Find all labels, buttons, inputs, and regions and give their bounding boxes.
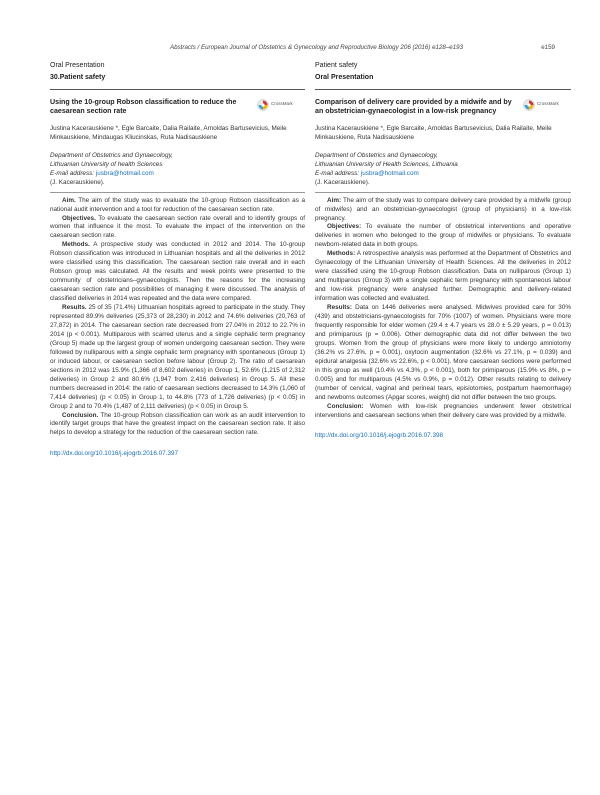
paragraph-aim: [315, 197, 571, 224]
paragraph-aim: [50, 197, 305, 215]
para-text: A prospective study was conducted in 2012 and 2014. The 10-group Robson classification was introduced in Lithuanian hospitals and all the deliveries in 2012 were classified using this classification. The caesarean section rate overall and in each Robson group was calculated. All the results and week points were presented to the community of obstetricians–gynaecologists. Then the reasons for the increasing caesarean section rate and possibilities of managing it were discussed. The analysis of classified deliveries in 2014 was repeated and the data were compared.: [50, 241, 305, 303]
email-owner: (J. Kacerauskiene).: [315, 178, 370, 186]
paragraph-conclusion: [50, 412, 305, 439]
left-column: [50, 62, 305, 459]
email-label: E-mail address:: [315, 169, 360, 177]
crossmark-icon: [523, 99, 535, 111]
para-label: Objectives.: [62, 214, 96, 222]
para-text: To evaluate the caesarean section rate overall and to identify groups of women that influence it the most. To evaluate the impact of the intervention on the caesarean section rate.: [50, 214, 305, 240]
para-label: Methods:: [327, 250, 356, 258]
para-text: 25 of 35 (71.4%) Lithuanian hospitals agreed to participate in the study. They represented 89.9% deliveries (25,373 of 28,230) in 2012 and 74.6% deliveries (20,763 of 27,872) in 2014. The caesarean section rate decreased from 27.04% in 2012 to 22.7% in 2014 (p < 0.001). Multiparous with scarred uterus and a single cephalic term pregnancy (Group 5) made up the largest group of women undergoing caesarean section. They were followed by nulliparous with a single cephalic term pregnancy with spontaneous (Group 1) or induced labour, or caesarean section before labour (Group 2). The ratio of caesarean sections in 2012 was 15.9% (1,366 of 8,602 deliveries) in Group 1, 52.6% (1,215 of 2,312 deliveries) in Group 2 and 80.6% (1,947 from 2,416 deliveries) in Group 5. All these numbers decreased in 2014: the ratio of caesarean sections decreased to 14.3% (1,060 of 7,414 deliveries) (p < 0.05) in Group 1, to 44.8% (773 of 1,726 deliveries) (p < 0.05) in Group 2 and to 70.4% (1,487 of 2,111 deliveries) (p < 0.05) in Group 5.: [50, 304, 306, 410]
affiliation: [315, 152, 571, 179]
affiliation: [50, 152, 305, 179]
para-text: A retrospective analysis was performed at the Department of Obstetrics and Gynaecology of the Lithuanian University of Health Sciences. All the deliveries in 2012 were classified using the 10-group Robson classification. Data on nulliparous (Group 1) and multiparous (Group 3) with a single cephalic term pregnancy with spontaneous labour and low-risk pregnancy were analysed further. Demographic and delivery-related information was collected and evaluated.: [315, 250, 571, 303]
affiliation-dept: Department of Obstetrics and Gynaecology,: [315, 151, 438, 159]
divider: [315, 192, 571, 193]
para-text: The aim of the study was to evaluate the 10-group Robson classification as a national audit intervention and a tool for reduction of the caesarean section rate.: [50, 196, 305, 213]
author-list: Justina Kacerauskiene *, Egle Barcaite, Arnoldas Bartusevicius, Dalia Railaite, Meile Minkauskiene, Ruta Nadisauskiene: [315, 124, 552, 141]
para-label: Results.: [62, 304, 87, 312]
affiliation-dept: Department of Obstetrics and Gynaecology,: [50, 151, 173, 159]
right-column: [315, 62, 571, 441]
affiliation-univ: Lithuanian University of Health Sciences, Lithuania: [315, 160, 458, 168]
para-label: Aim:: [327, 196, 342, 204]
email-line: [315, 170, 571, 179]
para-label: Methods.: [62, 241, 90, 249]
title-row: [50, 98, 305, 116]
para-label: Aim.: [62, 196, 76, 204]
crossmark-badge[interactable]: [523, 99, 571, 111]
subsection-label: 30.Patient safety: [50, 73, 106, 81]
para-label: Conclusion.: [62, 411, 99, 419]
para-text: To evaluate the number of obstetrical interventions and operative deliveries in women who belonged to the group of midwifes or physicians. To evaluate newborn-related data in both groups.: [315, 223, 571, 249]
abstract-body: [50, 197, 305, 439]
paragraph-objectives: [50, 215, 305, 242]
page-number: e159: [541, 44, 555, 51]
paragraph-methods: [315, 250, 571, 304]
para-text: The 10-group Robson classification can work as an audit intervention to identify target groups that have the greatest impact on the caesarean section rate. It also helps to develop a strategy for the reduction of the caesarean section rate.: [50, 411, 305, 437]
email-link[interactable]: jusbra@hotmail.com: [360, 169, 419, 177]
para-label: Objectives:: [327, 223, 362, 231]
title-row: [315, 98, 571, 116]
para-text: Data on 1446 deliveries were analysed. Midwives provided care for 30% (439) and obstetricians-gynaecologists for 70% (1007) of women. Physicians were more frequently responsible for elder women (29.4 ± 4.7 years vs 28.0 ± 5.29 years, p = 0.013) and primiparous (p = 0.006). Other demographic data did not differ between the two groups. Women from the group of physicians were more likely to undergo amniotomy (36.2% vs 27.6%, p = 0.001), oxytocin augmentation (32.6% vs 27.1%, p = 0.039) and epidural analgesia (32.6% vs 22.6%, p < 0.001). More caesarean sections were performed in this group as well (10.4% vs 4.3%, p < 0.001), both for primiparous (15.9% vs 8%, p = 0.005) and for multiparous (4.5% vs 0.9%, p = 0.012). Other results relating to delivery (number of cervical, vaginal and perineal tears, episiotomies, postpartum haemorrhage) and newborns outcomes (Apgar scores, weight) did not differ between the two groups.: [315, 304, 571, 401]
paragraph-results: [315, 304, 571, 402]
doi-link[interactable]: http://dx.doi.org/10.1016/j.ejogrb.2016.07.397: [50, 450, 179, 458]
crossmark-label: CrossMark: [537, 101, 559, 107]
para-label: Results:: [327, 304, 353, 312]
article-title: Using the 10-group Robson classification to reduce the caesarean section rate: [50, 97, 237, 115]
crossmark-label: CrossMark: [271, 101, 293, 107]
para-text: Women with low-risk pregnancies underwent fewer obstetrical interventions and caesarean sections when their delivery care was provided by a midwife.: [315, 402, 571, 419]
crossmark-badge[interactable]: [257, 99, 305, 111]
affiliation-univ: Lithuanian University of health Sciences: [50, 160, 163, 168]
email-line: [50, 170, 305, 179]
article-title: Comparison of delivery care provided by a midwife and by an obstetrician-gynaecologist in a low-risk pregnancy: [315, 97, 512, 115]
section-label: Patient safety: [315, 62, 358, 69]
para-label: Conclusion:: [327, 402, 364, 410]
paragraph-conclusion: [315, 403, 571, 421]
paragraph-objectives: [315, 223, 571, 250]
section-label: Oral Presentation: [50, 62, 105, 69]
para-text: The aim of the study was to compare delivery care provided by a midwife (group of midwifes) and an obstetrician-gynaecologist (group of physicians) in a low-risk pregnancy.: [315, 196, 571, 222]
running-header: [50, 44, 555, 51]
abstract-body: [315, 197, 571, 421]
author-list: Justina Kacerauskiene *, Egle Barcaite, Dalia Railaite, Arnoldas Bartusevicius, Meile Minkauskiene, Mindaugas Kliucinskas, Ruta Nadisauskiene: [50, 124, 287, 141]
divider: [315, 89, 571, 90]
doi-link[interactable]: http://dx.doi.org/10.1016/j.ejogrb.2016.07.398: [315, 432, 444, 440]
divider: [50, 89, 305, 90]
crossmark-icon: [257, 99, 269, 111]
divider: [50, 192, 305, 193]
email-link[interactable]: jusbra@hotmail.com: [95, 169, 154, 177]
email-owner: (J. Kacerauskiene).: [50, 178, 105, 186]
email-label: E-mail address:: [50, 169, 95, 177]
paragraph-methods: [50, 241, 305, 304]
journal-citation: Abstracts / European Journal of Obstetrics & Gynecology and Reproductive Biology 206 (2016) e128–e193: [170, 44, 464, 51]
subsection-label: Oral Presentation: [315, 73, 374, 81]
paragraph-results: [50, 304, 305, 411]
